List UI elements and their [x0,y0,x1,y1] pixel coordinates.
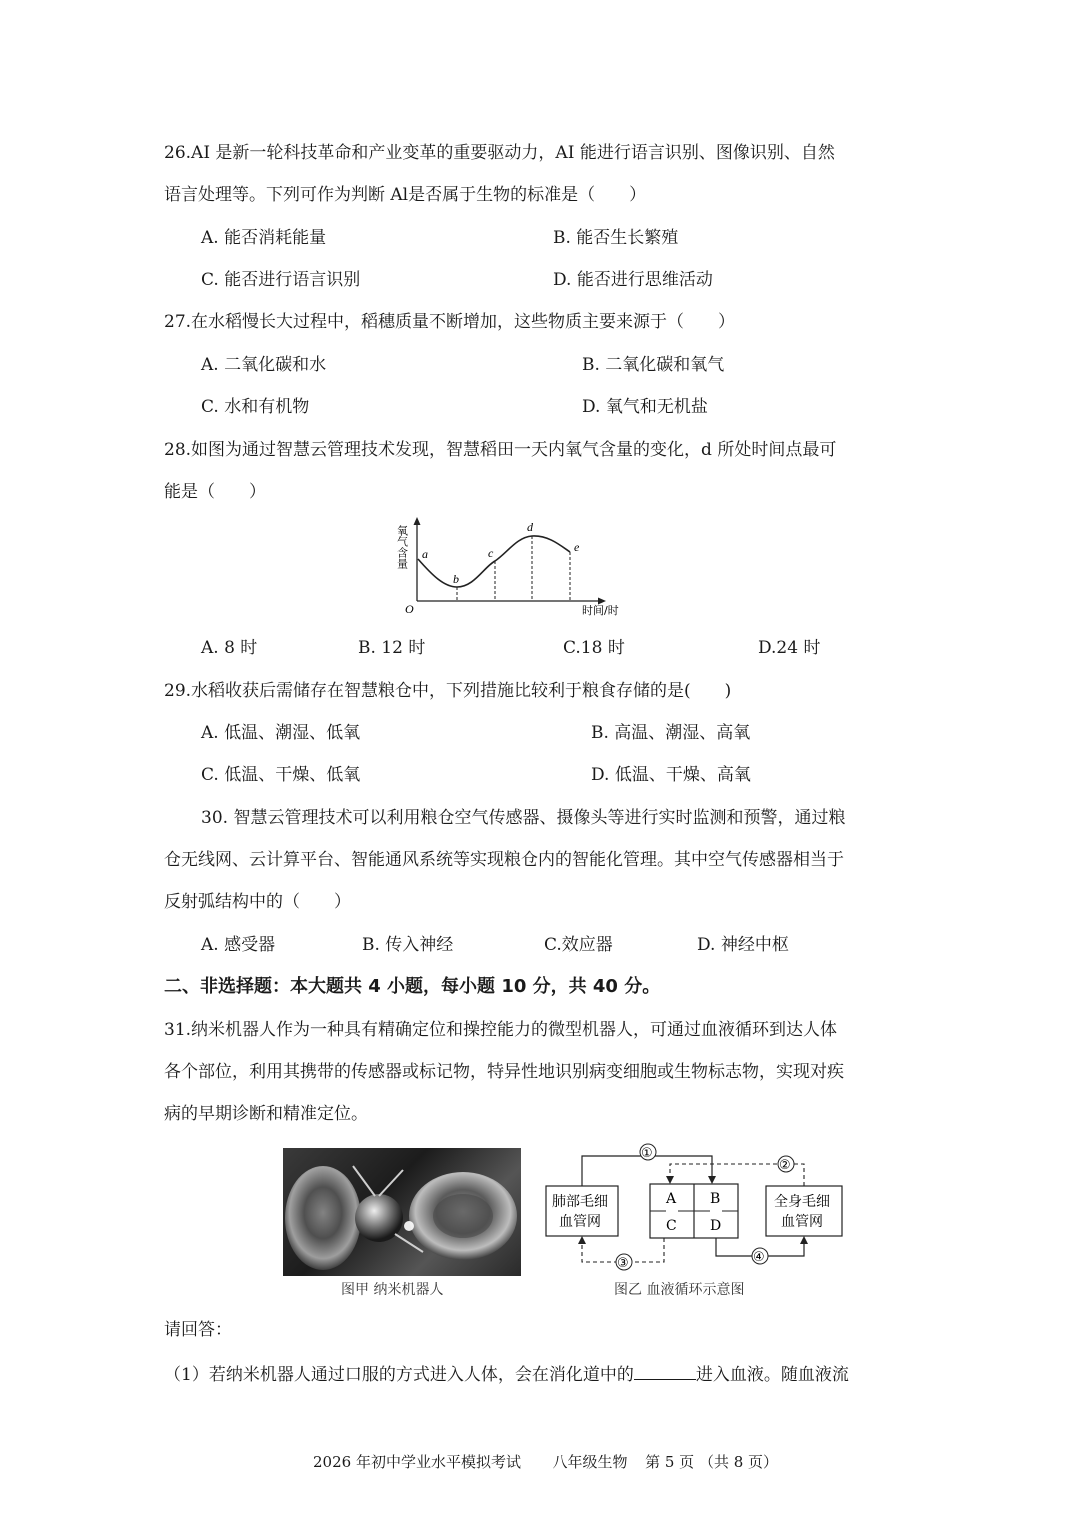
q31-stem-line1: 31.纳米机器人作为一种具有精确定位和操控能力的微型机器人，可通过血液循环到达人体 [164,1020,838,1040]
q31-sub1-before: （1）若纳米机器人通过口服的方式进入人体，会在消化道中的 [164,1365,634,1385]
path-label-2: ② [779,1158,791,1173]
q26-stem-line2: 语言处理等。下列可作为判断 Al是否属于生物的标准是（ ） [164,185,647,205]
q30-stem-line2: 仓无线网、云计算平台、智能通风系统等实现粮仓内的智能化管理。其中空气传感器相当于 [164,850,844,870]
q27-option-a: A. 二氧化碳和水 [201,355,327,375]
graph-point-e: e [574,540,580,554]
q29-option-a: A. 低温、潮湿、低氧 [201,723,361,743]
footer-subject: 八年级生物 [552,1453,628,1471]
body-label-1: 全身毛细 [774,1194,830,1210]
graph-point-b: b [453,572,459,586]
lung-label-2: 血管网 [559,1214,601,1230]
graph-point-c: c [488,546,494,560]
q31-sub1-after: 进入血液。随血液流 [695,1365,849,1385]
answer-prompt: 请回答： [164,1320,232,1340]
figure-b-caption: 图乙 血液循环示意图 [614,1282,745,1298]
figure-a-caption: 图甲 纳米机器人 [341,1282,444,1298]
q31-stem-line2: 各个部位，利用其携带的传感器或标记物，特异性地识别病变细胞或生物标志物，实现对疾 [164,1062,844,1082]
footer [313,1451,778,1472]
q27-stem: 27.在水稻慢长大过程中，稻穗质量不断增加，这些物质主要来源于（ ） [164,312,736,332]
q26-stem-line1: 26.AI 是新一轮科技革命和产业变革的重要驱动力，AI 能进行语言识别、图像识别、自然 [164,143,835,163]
body-label-2: 血管网 [781,1214,823,1230]
footer-exam: 2026 年初中学业水平模拟考试 [313,1453,521,1471]
q30-option-a: A. 感受器 [201,935,276,955]
q28-option-c: C.18 时 [563,638,625,658]
nanorobot-photo [283,1148,521,1276]
graph-origin: O [405,602,414,616]
path-label-1: ① [641,1146,653,1161]
footer-page: 第 5 页 （共 8 页） [645,1453,779,1471]
q30-option-c: C.效应器 [544,935,613,955]
q29-option-b: B. 高温、潮湿、高氧 [591,723,751,743]
q29-stem: 29.水稻收获后需储存在智慧粮仓中，下列措施比较利于粮食存储的是( ) [164,681,732,701]
graph-x-label: 时间/时 [582,604,619,617]
q26-option-a: A. 能否消耗能量 [201,228,327,248]
q26-option-b: B. 能否生长繁殖 [553,228,679,248]
q31-stem-line3: 病的早期诊断和精准定位。 [164,1104,368,1124]
graph-y-label: 氧气含量 [395,525,409,569]
blood-circulation-diagram [540,1140,860,1275]
q31-sub1 [164,1361,849,1387]
q29-option-d: D. 低温、干燥、高氧 [591,765,751,785]
q28-stem-line1: 28.如图为通过智慧云管理技术发现，智慧稻田一天内氧气含量的变化，d 所处时间点最可 [164,440,837,460]
nanorobot-illustration [283,1148,521,1276]
q27-option-d: D. 氧气和无机盐 [582,397,708,417]
chamber-b: B [710,1191,721,1207]
q30-stem-line1: 30. 智慧云管理技术可以利用粮仓空气传感器、摄像头等进行实时监测和预警，通过粮 [201,808,846,828]
q27-option-c: C. 水和有机物 [201,397,310,417]
q29-option-c: C. 低温、干燥、低氧 [201,765,361,785]
q28-option-d: D.24 时 [758,638,821,658]
oxygen-content-graph [392,515,652,623]
q27-option-b: B. 二氧化碳和氧气 [582,355,725,375]
q30-option-b: B. 传入神经 [362,935,454,955]
chamber-a: A [666,1191,677,1207]
q30-option-d: D. 神经中枢 [697,935,789,955]
section-heading: 二、非选择题：本大题共 4 小题，每小题 10 分，共 40 分。 [164,976,661,997]
graph-point-d: d [527,520,533,534]
chamber-c: C [666,1218,677,1234]
graph-point-a: a [422,547,428,561]
q28-option-b: B. 12 时 [358,638,426,658]
lung-label-1: 肺部毛细 [552,1194,608,1210]
q28-stem-line2: 能是（ ） [164,482,266,502]
path-label-4: ④ [753,1250,765,1265]
path-label-3: ③ [617,1256,629,1271]
answer-blank[interactable] [634,1361,696,1380]
q30-stem-line3: 反射弧结构中的（ ） [164,892,351,912]
chamber-d: D [710,1218,722,1234]
q26-option-c: C. 能否进行语言识别 [201,270,361,290]
q26-option-d: D. 能否进行思维活动 [553,270,713,290]
q28-option-a: A. 8 时 [201,638,258,658]
